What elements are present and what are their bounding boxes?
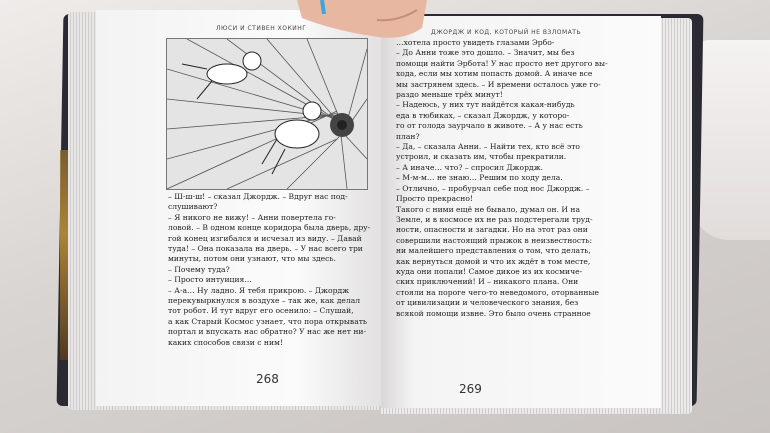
text-line: го от голода заурчало в животе. – А у нас есть xyxy=(396,121,583,131)
text-line: ности, опасности и загадки. Но на этот раз они xyxy=(396,225,588,235)
text-line: а как Старый Космос узнает, что пора открывать xyxy=(168,316,368,326)
text-line: – А иначе… что? – спросил Джордж. xyxy=(396,162,544,172)
text-line: как вернуться домой и что их ждёт в том месте, xyxy=(396,256,591,266)
text-line: гой конец изгибался и исчезал из виду. – Давай xyxy=(168,233,362,243)
right-page-number: 269 xyxy=(459,382,482,396)
right-page-text xyxy=(396,38,608,319)
text-line: раздо меньше трёх минут! xyxy=(396,90,503,100)
text-line: – До Анни тоже это дошло. – Значит, мы без xyxy=(396,48,575,58)
text-line: – Да, – сказала Анни. – Найти тех, кто всё это xyxy=(396,142,580,152)
right-page xyxy=(381,16,661,408)
text-line: от цивилизации и человеческого знания, без xyxy=(396,298,579,308)
text-line: – А-а… Ну ладно. Я тебя прикрою. – Джордж xyxy=(168,285,350,295)
text-line: план? xyxy=(396,131,420,141)
text-line: слушивают? xyxy=(168,202,218,212)
book-illustration xyxy=(166,38,368,190)
left-page-number: 268 xyxy=(256,372,279,386)
right-running-head: ДЖОРДЖ И КОД, КОТОРЫЙ НЕ ВЗЛОМАТЬ xyxy=(431,29,582,36)
text-line: – Отлично, – пробурчал себе под нос Джордж. – xyxy=(396,183,590,193)
text-line: куда они попали! Самое дикое из их космиче- xyxy=(396,266,583,276)
left-page-text xyxy=(168,192,370,348)
left-running-head: ЛЮСИ И СТИВЕН ХОКИНГ xyxy=(216,25,307,32)
text-line: – Я никого не вижу! – Анни повертела го- xyxy=(168,212,336,222)
left-page xyxy=(96,10,382,406)
text-line: Такого с ними ещё не бывало, думал он. И на xyxy=(396,204,581,214)
text-line: перекувыркнулся в воздухе – так же, как делал xyxy=(168,296,361,306)
text-line: стояли на пороге чего-то неведомого, оторванные xyxy=(396,287,599,297)
text-line: – Почему туда? xyxy=(168,264,230,274)
text-line: каких способов связи с ним! xyxy=(168,337,284,347)
text-line: хода, если мы хотим попасть домой. А иначе все xyxy=(396,69,593,79)
text-line: ловой. – В одном конце коридора была дверь, дру- xyxy=(168,223,371,233)
text-line: тот робот. И тут вдруг его осенило: – Слушай, xyxy=(168,306,354,316)
text-line: – Надеюсь, у них тут найдётся какая-нибудь xyxy=(396,100,575,110)
text-line: …хотела просто увидеть глазами Эрбо- xyxy=(396,38,555,47)
text-line: всякой помощи извне. Это было очень странное xyxy=(396,308,591,318)
text-line: ни малейшего представления о том, что делать, xyxy=(396,246,591,256)
text-line: помощи найти Эрбота! У нас просто нет другого вы- xyxy=(396,58,608,68)
text-line: – Ш-ш-ш! – сказал Джордж. – Вдруг нас под- xyxy=(168,192,348,201)
text-line: Просто прекрасно! xyxy=(396,194,473,204)
thumb-holding-page xyxy=(292,0,432,38)
illustration-svg xyxy=(167,39,367,189)
text-line: – М-м-м… не знаю… Решим по ходу дела. xyxy=(396,173,563,183)
text-line: устроил, и сказать им, чтобы прекратили. xyxy=(396,152,567,162)
text-line: совершили настоящий прыжок в неизвестность: xyxy=(396,235,593,245)
text-line: ских приключений! И – никакого плана. Они xyxy=(396,277,579,287)
text-line: еда в тюбиках, – сказал Джордж, у которо- xyxy=(396,110,570,120)
text-line: туда! – Она показала на дверь. – У нас всего три xyxy=(168,244,363,254)
text-line: Земле, и в космосе их не раз подстерегали труд- xyxy=(396,214,593,224)
text-line: мы застрянем здесь. – И времени осталось уже го- xyxy=(396,79,601,89)
text-line: – Просто интуиция… xyxy=(168,275,252,285)
text-line: портал и впускать нас обратно? У нас же нет ни- xyxy=(168,327,367,337)
text-line: минуты, потом они узнают, что мы здесь. xyxy=(168,254,336,264)
